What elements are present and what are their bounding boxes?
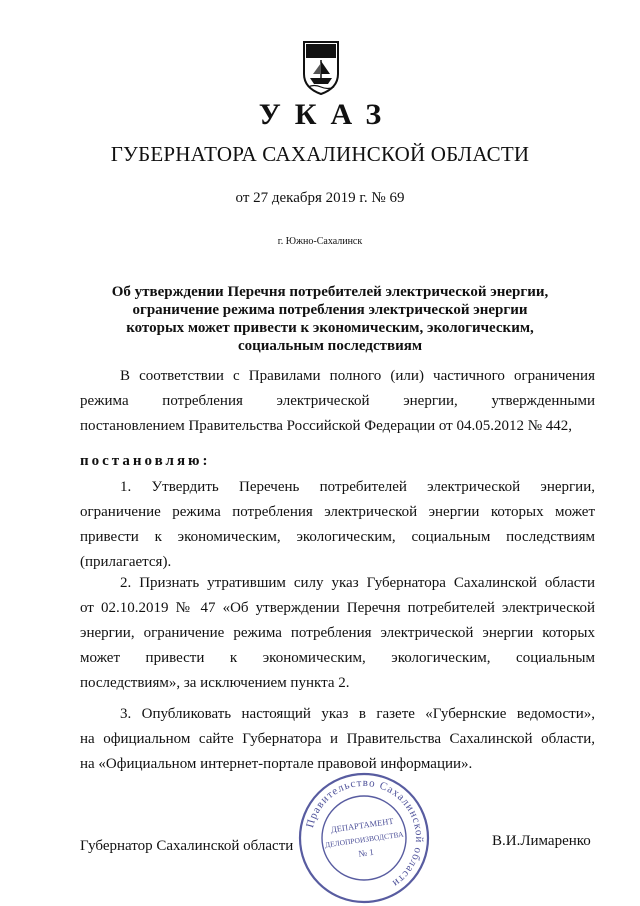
stamp-inner-line: ДЕПАРТАМЕНТ (330, 815, 395, 835)
paragraph-line: 1. Утвердить Перечень потребителей электрической энергии, (120, 479, 595, 495)
heading-line: которых может привести к экономическим, экологическим, (126, 320, 534, 336)
coat-of-arms-icon (300, 38, 342, 96)
paragraph-line: 2. Признать утратившим силу указ Губернатора Сахалинской области (120, 575, 595, 591)
heading-line: Об утверждении Перечня потребителей электрической энергии, (111, 284, 549, 300)
paragraph-line: от 02.10.2019 № 47 «Об утверждении Перечня потребителей электрической (80, 600, 595, 616)
item-3-paragraph (80, 702, 595, 777)
stamp-outer-text: Правительство Сахалинской области (304, 776, 426, 890)
paragraph-line: ограничение режима потребления электрической энергии которых может (80, 504, 595, 520)
document-subtitle: ГУБЕРНАТОРА САХАЛИНСКОЙ ОБЛАСТИ (110, 142, 530, 166)
paragraph-line: может привести к экономическим, экологическим, социальным (80, 650, 595, 666)
item-1-paragraph (80, 475, 595, 575)
paragraph-line: В соответствии с Правилами полного (или) частичного ограничения (120, 368, 595, 384)
item-2-paragraph (80, 571, 595, 696)
paragraph-line: (прилагается). (80, 554, 172, 570)
signatory-title: Губернатор Сахалинской области (80, 838, 294, 854)
heading-line: социальным последствиям (237, 338, 423, 354)
document-title: УКАЗ (258, 98, 396, 131)
paragraph-line: постановлением Правительства Российской Федерации от 04.05.2012 № 442, (80, 418, 573, 434)
stamp-inner-line: ДЕЛОПРОИЗВОДСТВА (324, 829, 404, 850)
heading-line: ограничение режима потребления электрической энергии (132, 302, 528, 318)
paragraph-line: 3. Опубликовать настоящий указ в газете «Губернские ведомости», (120, 706, 595, 722)
document-date: от 27 декабря 2019 г. № 69 (235, 190, 405, 206)
decree-word: постановляю: (80, 453, 211, 469)
paragraph-line: привести к экономическим, экологическим, социальным последствиям (80, 529, 595, 545)
stamp-inner-line: № 1 (357, 846, 375, 859)
paragraph-line: энергии, ограничение режима потребления электрической энергии которых (80, 625, 595, 641)
paragraph-line: последствиям», за исключением пункта 2. (80, 675, 350, 691)
document-heading (100, 283, 560, 355)
paragraph-line: на официальном сайте Губернатора и Правительства Сахалинской области, (80, 731, 595, 747)
paragraph-line: на «Официальном интернет-портале правовой информации». (80, 756, 473, 772)
paragraph-line: режима потребления электрической энергии, утвержденными (80, 393, 595, 409)
official-stamp (296, 770, 432, 906)
intro-paragraph (80, 364, 595, 439)
signatory-name: В.И.Лимаренко (492, 833, 591, 849)
document-city: г. Южно-Сахалинск (277, 236, 363, 247)
